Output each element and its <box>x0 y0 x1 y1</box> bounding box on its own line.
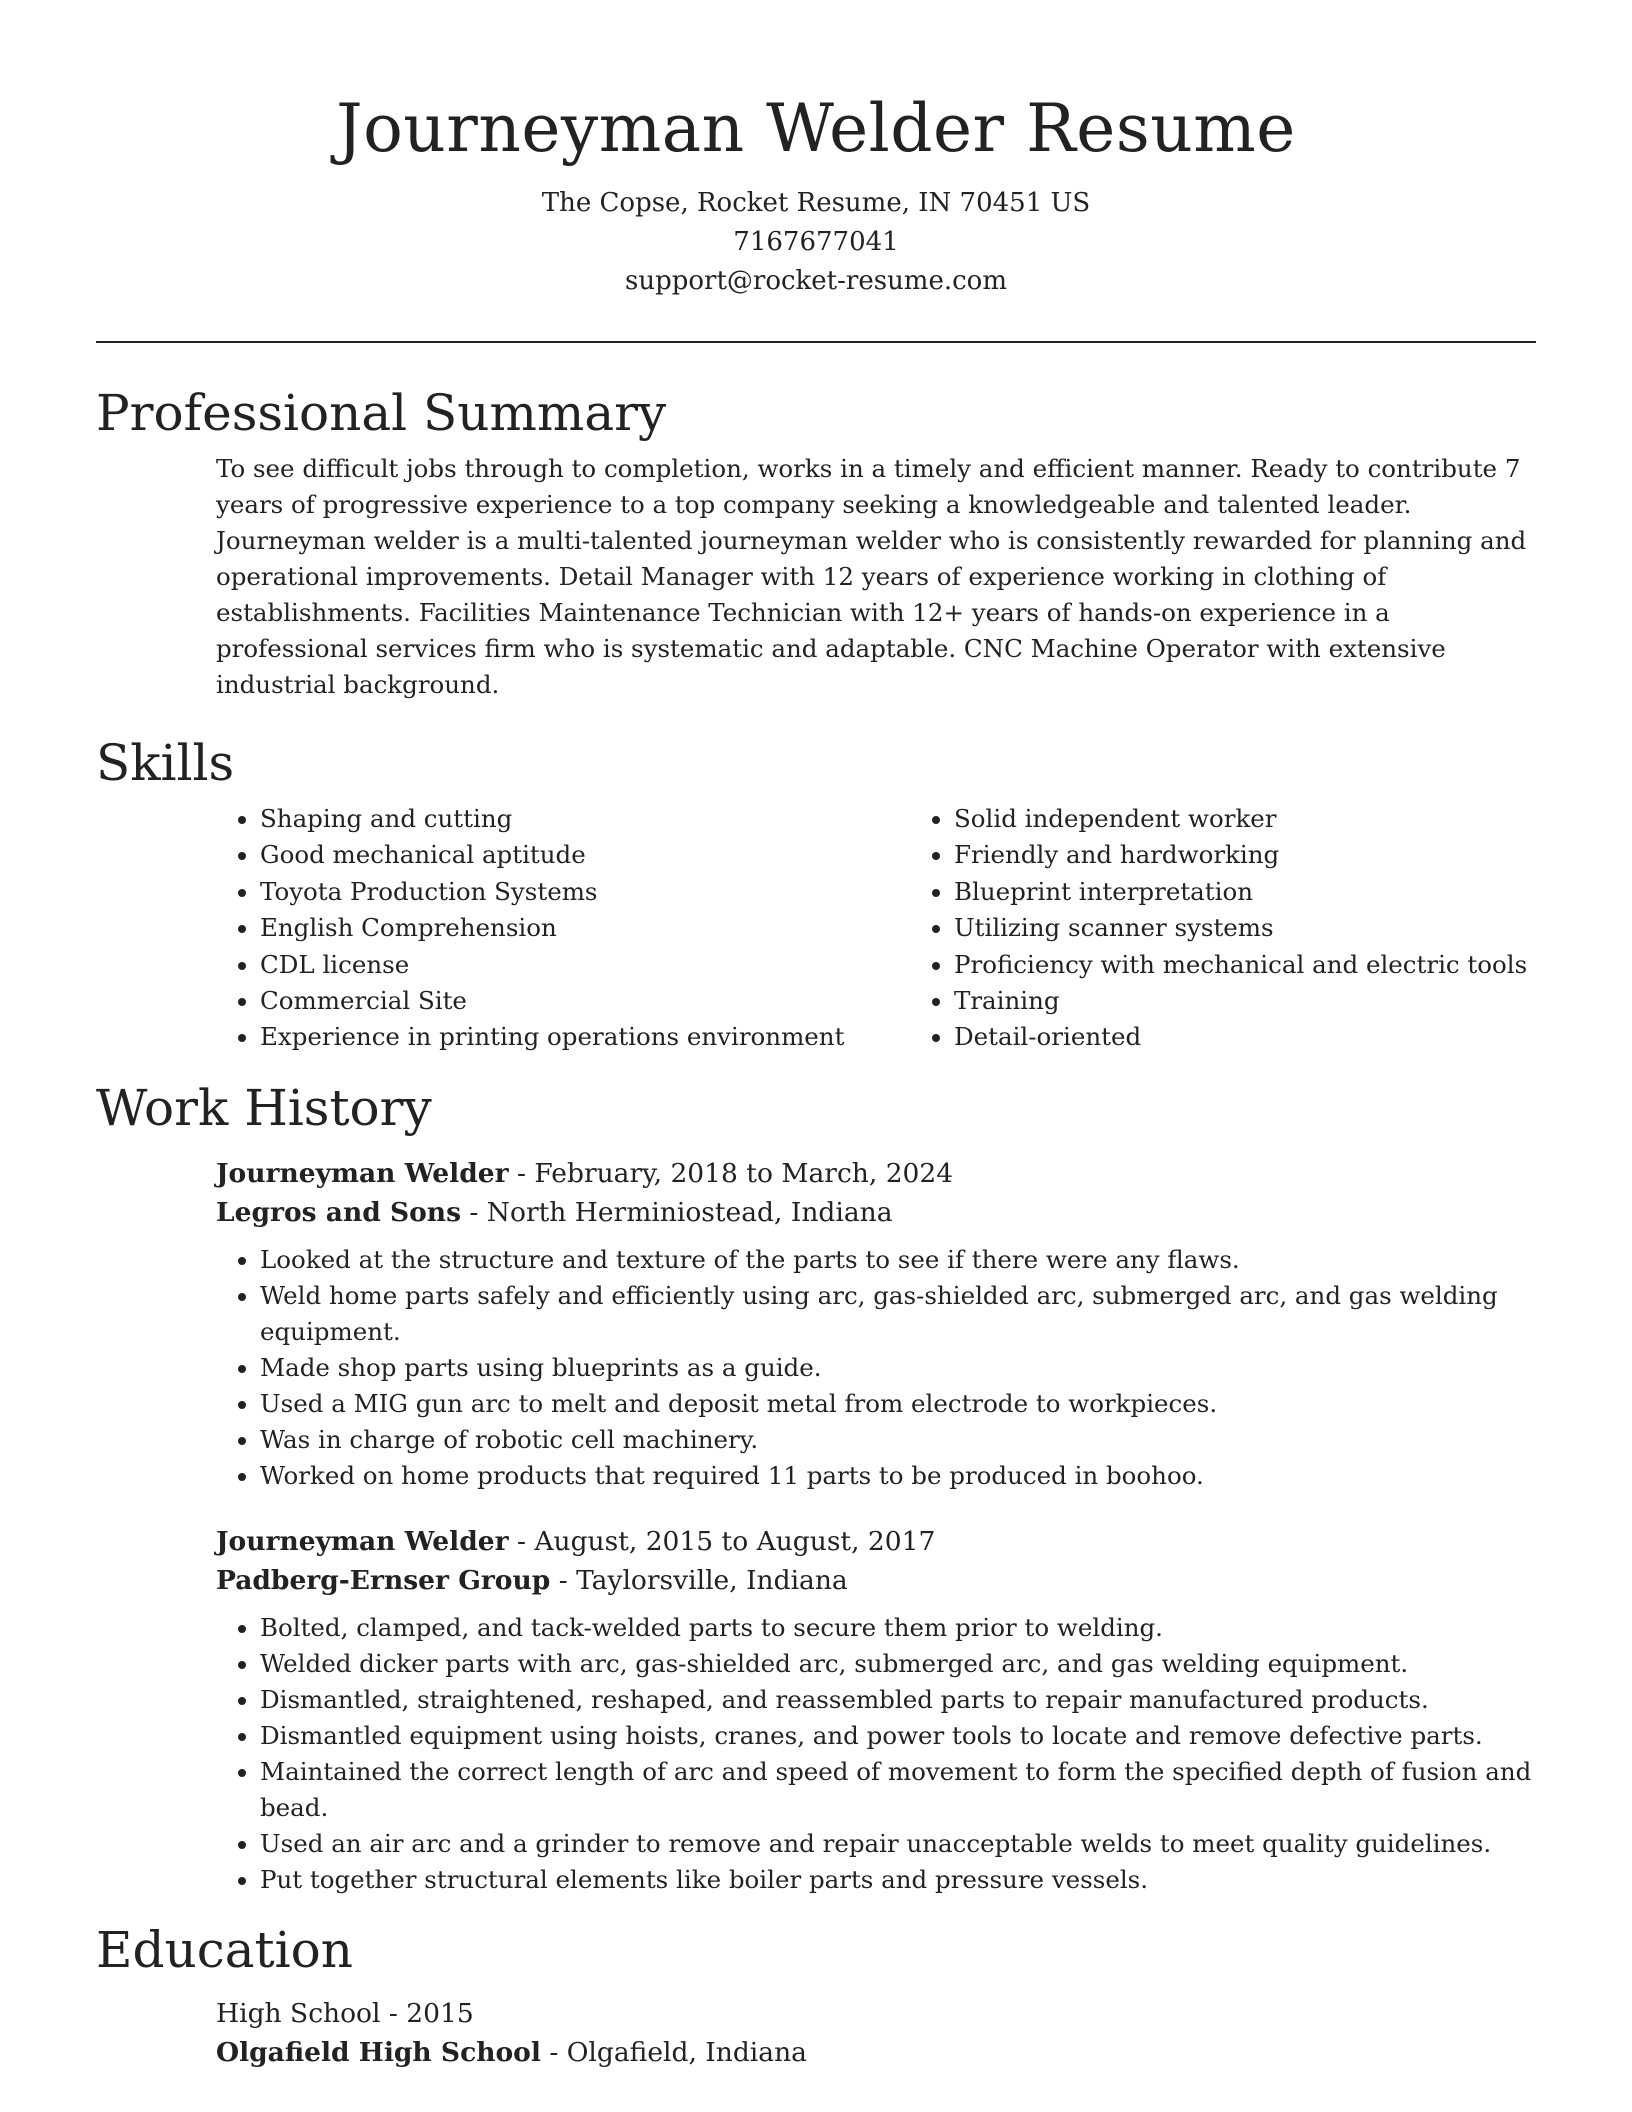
job-bullets <box>216 1242 1536 1494</box>
skill-item: • Toyota Production Systems <box>260 874 910 910</box>
job-bullet: • Maintained the correct length of arc and speed of movement to form the specified depth of fusion and bead. <box>260 1754 1536 1826</box>
skills-list <box>216 801 1536 1056</box>
job-bullet: • Used an air arc and a grinder to remove and repair unacceptable welds to meet quality guidelines. <box>260 1826 1536 1862</box>
job-bullet: • Dismantled, straightened, reshaped, and reassembled parts to repair manufactured products. <box>260 1682 1536 1718</box>
job-dates: - February, 2018 to March, 2024 <box>508 1157 954 1189</box>
skills-column-left <box>216 801 910 1056</box>
job-location: - North Herminiostead, Indiana <box>461 1196 893 1228</box>
job-company-line <box>216 1193 1536 1232</box>
job-bullet: • Bolted, clamped, and tack-welded parts to secure them prior to welding. <box>260 1610 1536 1646</box>
job-dates: - August, 2015 to August, 2017 <box>508 1525 936 1557</box>
work-history-heading: Work History <box>96 1078 432 1137</box>
skill-item: • Friendly and hardworking <box>954 837 1527 873</box>
job-title-line <box>216 1522 1536 1561</box>
education-location: - Olgafield, Indiana <box>540 2036 807 2068</box>
contact-block <box>96 184 1536 301</box>
job-title-line <box>216 1154 1536 1193</box>
contact-phone: 7167677041 <box>733 227 899 257</box>
skill-item: • Proficiency with mechanical and electric tools <box>954 947 1527 983</box>
job-title: Journeyman Welder <box>216 1157 509 1189</box>
skill-item: • Detail-oriented <box>954 1019 1527 1055</box>
education-school-line <box>216 2033 1536 2072</box>
contact-address: The Copse, Rocket Resume, IN 70451 US <box>541 188 1091 218</box>
job-bullet: • Looked at the structure and texture of the parts to see if there were any flaws. <box>260 1242 1536 1278</box>
skill-item: • Blueprint interpretation <box>954 874 1527 910</box>
job-title: Journeyman Welder <box>216 1525 509 1557</box>
job-location: - Taylorsville, Indiana <box>550 1564 848 1596</box>
skill-item: • Commercial Site <box>260 983 910 1019</box>
skill-item: • Solid independent worker <box>954 801 1527 837</box>
skill-item: • CDL license <box>260 947 910 983</box>
summary-text: To see difficult jobs through to completion, works in a timely and efficient manner. Ready to contribute 7 years of progressive experience to a top company seeking a knowledgeable and talented leader. Journeyman welder is a multi-talented journeyman welder who is consistently rewarded for planning and operational improvements. Detail Manager with 12 years of experience working in clothing of establishments. Facilities Maintenance Technician with 12+ years of hands-on experience in a professional services firm who is systematic and adaptable. CNC Machine Operator with extensive industrial background. <box>216 454 1527 699</box>
skill-item: • Training <box>954 983 1527 1019</box>
summary-heading: Professional Summary <box>96 384 667 442</box>
skill-item: • English Comprehension <box>260 910 910 946</box>
job-company: Legros and Sons <box>216 1196 461 1228</box>
job-bullet: • Worked on home products that required 11 parts to be produced in boohoo. <box>260 1458 1536 1494</box>
resume-page <box>96 0 1536 2072</box>
job-company: Padberg-Ernser Group <box>216 1564 551 1596</box>
job-entry <box>96 1522 1536 1898</box>
skill-item: • Good mechanical aptitude <box>260 837 910 873</box>
job-bullet: • Used a MIG gun arc to melt and deposit metal from electrode to workpieces. <box>260 1386 1536 1422</box>
job-bullet: • Put together structural elements like boiler parts and pressure vessels. <box>260 1862 1536 1898</box>
header-divider <box>96 341 1536 343</box>
resume-title: Journeyman Welder Resume <box>336 90 1296 167</box>
education-degree: High School <box>216 1997 381 2029</box>
education-year: - 2015 <box>380 1997 474 2029</box>
job-bullets <box>216 1610 1536 1898</box>
skill-item: • Utilizing scanner systems <box>954 910 1527 946</box>
skills-column-right <box>910 801 1527 1056</box>
job-bullet: • Made shop parts using blueprints as a guide. <box>260 1350 1536 1386</box>
job-bullet: • Welded dicker parts with arc, gas-shielded arc, submerged arc, and gas welding equipment. <box>260 1646 1536 1682</box>
resume-header <box>96 0 1536 301</box>
job-bullet: • Dismantled equipment using hoists, cranes, and power tools to locate and remove defective parts. <box>260 1718 1536 1754</box>
contact-email: support@rocket-resume.com <box>624 266 1007 296</box>
education-degree-line <box>216 1994 1536 2033</box>
education-entry <box>96 1994 1536 2072</box>
education-heading: Education <box>96 1920 353 1979</box>
skill-item: • Shaping and cutting <box>260 801 910 837</box>
job-bullet: • Weld home parts safely and efficiently using arc, gas-shielded arc, submerged arc, and gas welding equipment. <box>260 1278 1536 1350</box>
education-school: Olgafield High School <box>216 2036 541 2068</box>
job-company-line <box>216 1561 1536 1600</box>
skills-heading: Skills <box>96 734 235 792</box>
job-bullet: • Was in charge of robotic cell machinery. <box>260 1422 1536 1458</box>
job-entry <box>96 1154 1536 1494</box>
skill-item: • Experience in printing operations environment <box>260 1019 910 1055</box>
